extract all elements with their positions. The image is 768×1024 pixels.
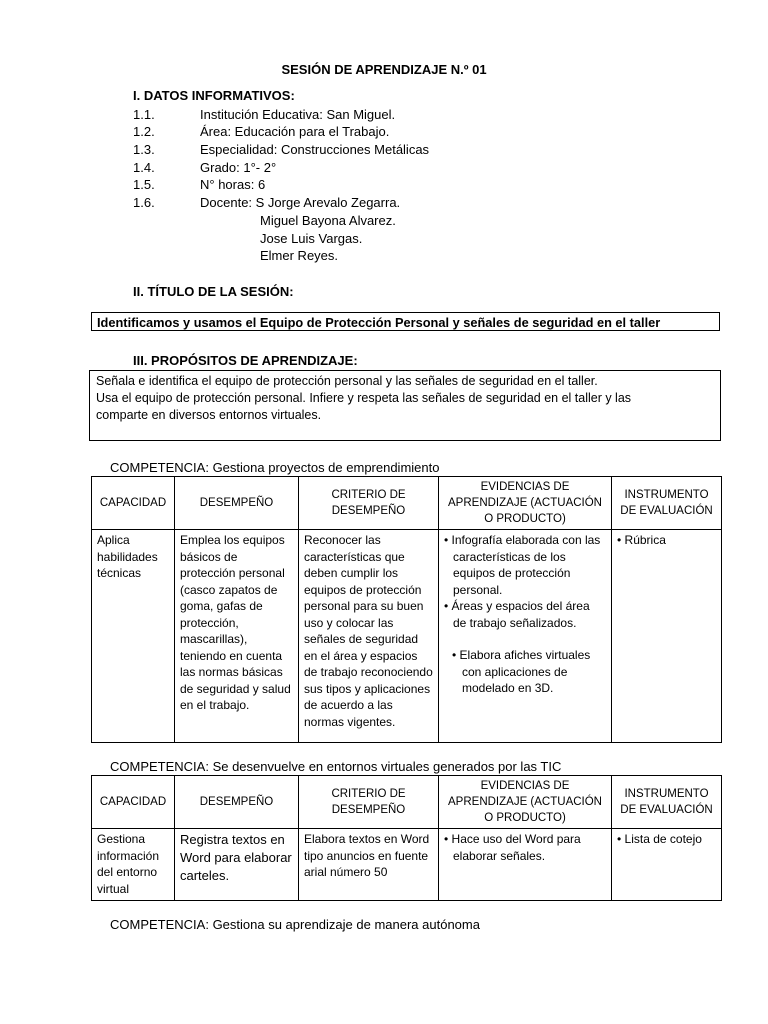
cell-evidencias xyxy=(439,829,612,901)
cell-desempeno: Registra textos en Word para elaborar carteles. xyxy=(175,829,299,901)
cell-criterio: Elabora textos en Word tipo anuncios en fuente arial número 50 xyxy=(299,829,439,901)
header-desempeno: DESEMPEÑO xyxy=(175,477,299,530)
info-text: Área: Educación para el Trabajo. xyxy=(200,124,390,139)
competencia-table xyxy=(91,775,722,901)
table-header-row xyxy=(92,776,722,829)
propositos-heading: III. PROPÓSITOS DE APRENDIZAJE: xyxy=(133,353,358,368)
info-text: N° horas: 6 xyxy=(200,177,266,192)
info-text: Institución Educativa: San Miguel. xyxy=(200,107,396,122)
info-text: Docente: S Jorge Arevalo Zegarra. xyxy=(200,195,401,210)
docente-name: Elmer Reyes. xyxy=(260,248,339,263)
header-instrumento: INSTRUMENTO DE EVALUACIÓN xyxy=(612,477,722,530)
info-text: Grado: 1°- 2° xyxy=(200,160,277,175)
competencia-label: COMPETENCIA: Gestiona proyectos de emprendimiento xyxy=(110,460,440,475)
titulo-heading: II. TÍTULO DE LA SESIÓN: xyxy=(133,284,294,299)
info-num: 1.5. xyxy=(133,177,155,192)
list-item: • Áreas y espacios del área de trabajo señalizados. xyxy=(444,599,590,630)
docente-name: Jose Luis Vargas. xyxy=(260,231,363,246)
header-criterio: CRITERIO DE DESEMPEÑO xyxy=(299,477,439,530)
proposito-line: Usa el equipo de protección personal. Infiere y respeta las señales de seguridad en el taller y las xyxy=(96,391,632,405)
cell-capacidad: Gestiona información del entorno virtual xyxy=(92,829,175,901)
cell-instrumento: • Rúbrica xyxy=(612,530,722,743)
competencia-table xyxy=(91,476,722,743)
table-row xyxy=(92,530,722,743)
cell-evidencias xyxy=(439,530,612,743)
page-title: SESIÓN DE APRENDIZAJE N.º 01 xyxy=(281,62,487,77)
info-num: 1.2. xyxy=(133,124,155,139)
header-evidencias: EVIDENCIAS DE APRENDIZAJE (ACTUACIÓN O PRODUCTO) xyxy=(439,477,612,530)
cell-instrumento: • Lista de cotejo xyxy=(612,829,722,901)
cell-capacidad: Aplica habilidades técnicas xyxy=(92,530,175,743)
header-instrumento: INSTRUMENTO DE EVALUACIÓN xyxy=(612,776,722,829)
cell-criterio: Reconocer las características que deben cumplir los equipos de protección personal para su buen uso y colocar las señales de seguridad en el área y espacios de trabajo reconociendo sus tipos y aplicaciones de acuerdo a las normas vigentes. xyxy=(299,530,439,743)
session-title-box: Identificamos y usamos el Equipo de Protección Personal y señales de seguridad en el taller xyxy=(91,312,720,331)
list-item: • Hace uso del Word para elaborar señales. xyxy=(444,832,581,863)
evidencias-list xyxy=(444,831,606,864)
proposito-line: Señala e identifica el equipo de protección personal y las señales de seguridad en el taller. xyxy=(96,374,598,388)
docente-name: Miguel Bayona Alvarez. xyxy=(260,213,396,228)
info-num: 1.3. xyxy=(133,142,155,157)
header-capacidad: CAPACIDAD xyxy=(92,477,175,530)
datos-heading: I. DATOS INFORMATIVOS: xyxy=(133,88,295,103)
list-item: • Elabora afiches virtuales con aplicaciones de modelado en 3D. xyxy=(452,648,591,695)
evidencias-list xyxy=(444,532,606,697)
table-header-row xyxy=(92,477,722,530)
list-item: • Infografía elaborada con las características de los equipos de protección personal. xyxy=(444,533,601,597)
info-num: 1.6. xyxy=(133,195,155,210)
info-num: 1.4. xyxy=(133,160,155,175)
proposito-line: comparte en diversos entornos virtuales. xyxy=(96,408,322,422)
header-capacidad: CAPACIDAD xyxy=(92,776,175,829)
info-num: 1.1. xyxy=(133,107,155,122)
header-desempeno: DESEMPEÑO xyxy=(175,776,299,829)
info-text: Especialidad: Construcciones Metálicas xyxy=(200,142,430,157)
propositos-box xyxy=(89,370,721,441)
competencia-label: COMPETENCIA: Gestiona su aprendizaje de manera autónoma xyxy=(110,917,480,932)
cell-desempeno: Emplea los equipos básicos de protección personal (casco zapatos de goma, gafas de protección, mascarillas), teniendo en cuenta las normas básicas de seguridad y salud en el trabajo. xyxy=(175,530,299,743)
competencia-label: COMPETENCIA: Se desenvuelve en entornos virtuales generados por las TIC xyxy=(110,759,562,774)
header-evidencias: EVIDENCIAS DE APRENDIZAJE (ACTUACIÓN O PRODUCTO) xyxy=(439,776,612,829)
header-criterio: CRITERIO DE DESEMPEÑO xyxy=(299,776,439,829)
table-row xyxy=(92,829,722,901)
